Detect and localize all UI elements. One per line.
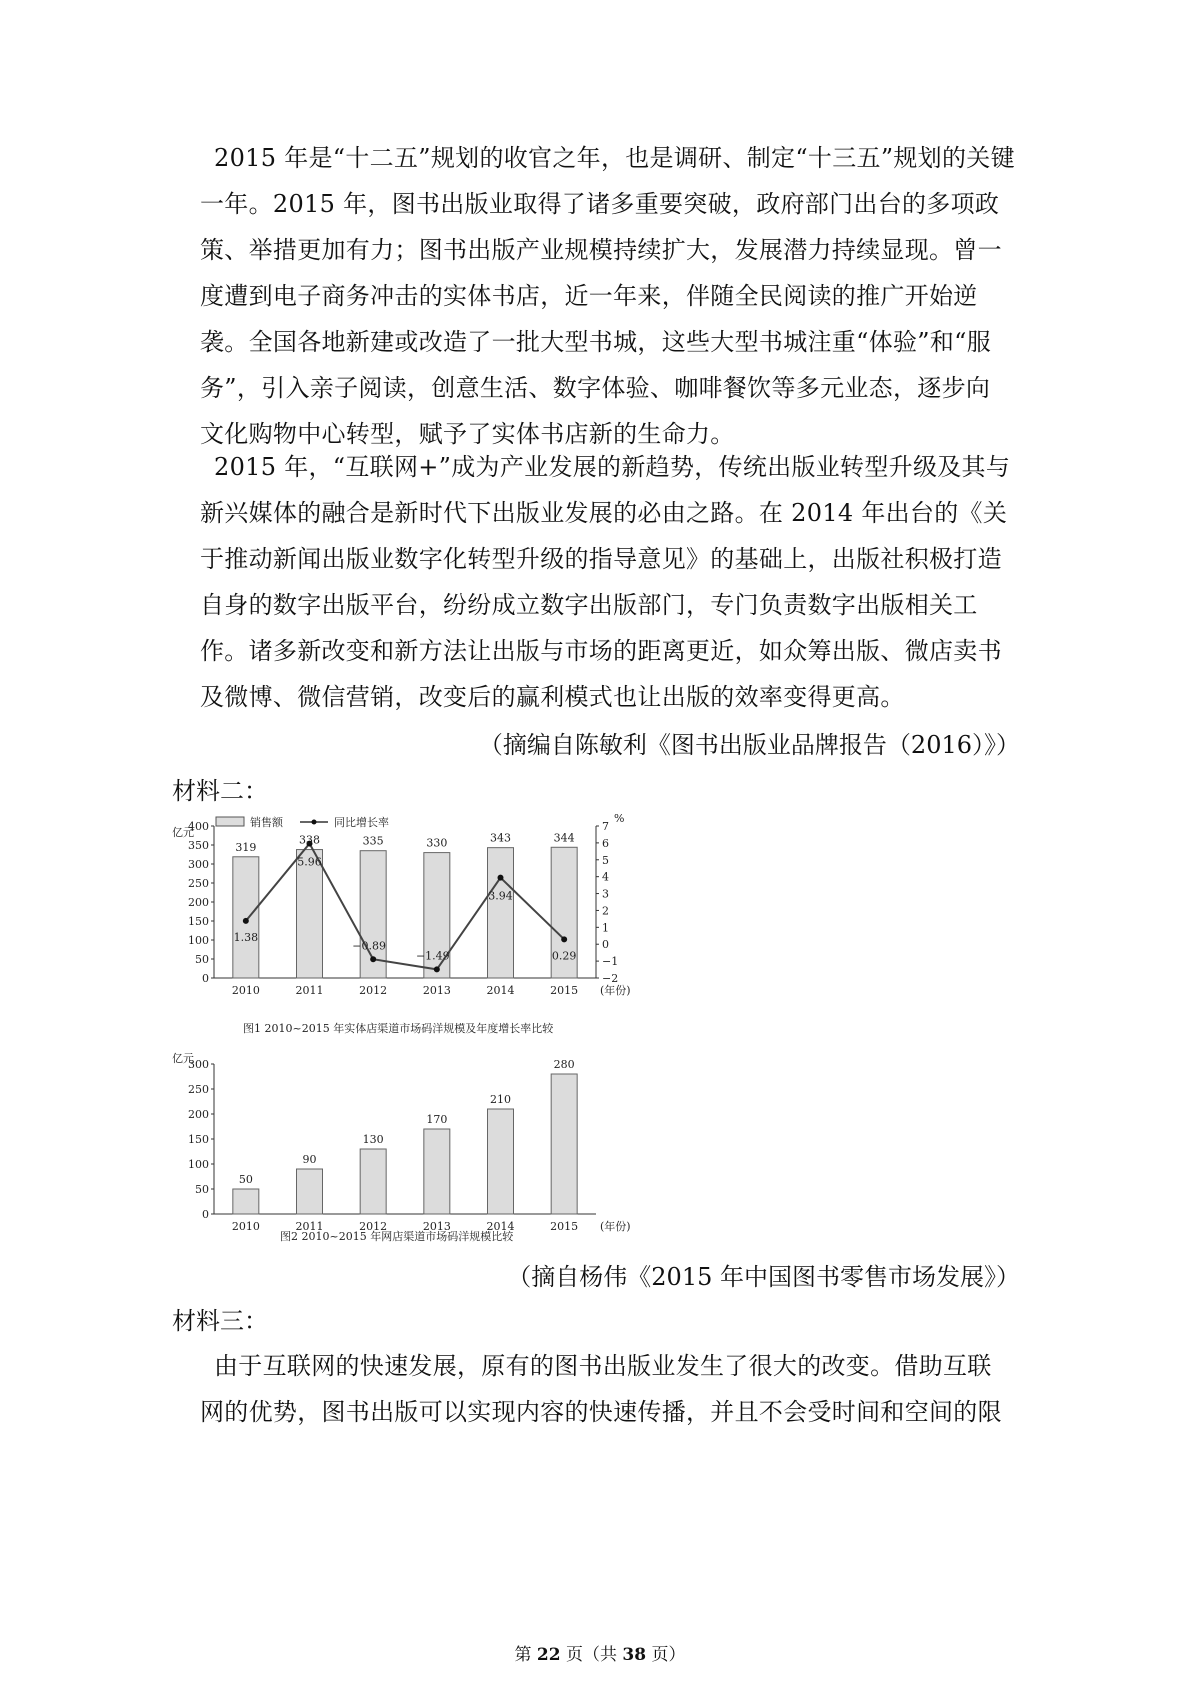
page-footer — [0, 1644, 1200, 1666]
bar-value-label: 170 — [426, 1113, 448, 1126]
x-tick-label: 2012 — [359, 1220, 388, 1233]
growth-value-label: −0.89 — [352, 939, 387, 953]
growth-point — [243, 918, 249, 924]
paragraph-line: 网的优势，图书出版可以实现内容的快速传播，并且不会受时间和空间的限 — [200, 1398, 1002, 1426]
growth-value-label: 0.29 — [551, 949, 577, 963]
y-tick-label: 100 — [188, 1158, 209, 1171]
y2-tick-label: 7 — [602, 820, 609, 833]
current-page-number: 22 — [536, 1645, 561, 1665]
x-tick-label: 2010 — [231, 1220, 260, 1233]
growth-point — [561, 936, 567, 942]
bar — [297, 1169, 323, 1214]
material3-label: 材料三： — [172, 1307, 268, 1335]
y-tick-label: 0 — [202, 972, 209, 985]
bar-value-label: 90 — [302, 1153, 317, 1166]
growth-line — [246, 844, 564, 970]
footer-prefix: 第 — [514, 1645, 537, 1665]
chart2-bars — [233, 1074, 577, 1214]
y2-tick-label: 0 — [602, 938, 609, 952]
bar — [551, 1074, 577, 1214]
y2-tick-label: 4 — [602, 870, 609, 884]
y-tick-label: 250 — [188, 877, 209, 890]
y2-tick-label: 1 — [602, 921, 609, 935]
x-tick-label: 2010 — [231, 984, 260, 997]
chart2-data-labels — [239, 1058, 575, 1186]
bar-value-label: 130 — [362, 1133, 384, 1146]
bar — [488, 848, 514, 978]
chart-online-store-sales — [168, 1052, 644, 1248]
x-axis-label: (年份) — [600, 984, 631, 997]
y-tick-label: 350 — [188, 839, 209, 852]
y-tick-label: 200 — [188, 896, 209, 909]
y-axis-unit-label: 亿元 — [172, 1052, 194, 1065]
x-axis-label: (年份) — [600, 1220, 631, 1233]
paragraph-line: 务”，引入亲子阅读，创意生活、数字体验、咖啡餐饮等多元业态，逐步向 — [200, 374, 991, 402]
y2-tick-label: 3 — [602, 887, 609, 901]
bar-value-label: 319 — [235, 840, 257, 854]
paragraph-line: 作。诸多新改变和新方法让出版与市场的距离更近，如众筹出版、微店卖书 — [200, 637, 1002, 665]
growth-value-label: −1.49 — [415, 949, 450, 963]
growth-point — [498, 875, 504, 881]
paragraph-line: 2015 年，“互联网+”成为产业发展的新趋势，传统出版业转型升级及其与 — [214, 453, 1011, 481]
source-citation-2: （摘自杨伟《2015 年中国图书零售市场发展》） — [507, 1263, 1020, 1291]
bar-value-label: 330 — [426, 836, 448, 850]
y2-tick-label: 6 — [602, 836, 609, 850]
chart-physical-store-sales — [168, 812, 644, 1042]
y-tick-label: 150 — [188, 915, 209, 928]
bar — [488, 1109, 514, 1214]
growth-value-label: 3.94 — [488, 889, 513, 903]
paragraph-line: 策、举措更加有力；图书出版产业规模持续扩大，发展潜力持续显现。曾一 — [200, 236, 1002, 264]
source-citation-1: （摘编自陈敏利《图书出版业品牌报告（2016）》） — [478, 731, 1020, 759]
y-tick-label: 100 — [188, 934, 209, 947]
footer-suffix: 页） — [646, 1645, 686, 1665]
paragraph-line: 于推动新闻出版业数字化转型升级的指导意见》的基础上，出版社积极打造 — [200, 545, 1002, 573]
bar-value-label: 338 — [299, 833, 320, 847]
legend-line-marker — [312, 820, 317, 825]
material2-label: 材料二： — [172, 777, 268, 805]
y-tick-label: 250 — [188, 1083, 209, 1096]
y-tick-label: 300 — [188, 1058, 209, 1071]
growth-value-label: 1.38 — [233, 930, 259, 944]
paragraph-line: 袭。全国各地新建或改造了一批大型书城，这些大型书城注重“体验”和“服 — [200, 328, 992, 356]
paragraph-line: 度遭到电子商务冲击的实体书店，近一年来，伴随全民阅读的推广开始逆 — [200, 282, 978, 310]
bar — [233, 1189, 259, 1214]
x-tick-label: 2011 — [295, 984, 324, 997]
x-tick-label: 2013 — [422, 1220, 451, 1233]
y-tick-label: 50 — [195, 953, 209, 966]
legend-label: 销售额 — [250, 816, 283, 829]
y2-tick-label: −1 — [602, 955, 619, 969]
total-page-number: 38 — [622, 1645, 647, 1665]
bar — [360, 1149, 386, 1214]
paragraph-line: 由于互联网的快速发展，原有的图书出版业发生了很大的改变。借助互联 — [214, 1352, 992, 1380]
footer-middle: 页（共 — [560, 1645, 623, 1665]
y-tick-label: 300 — [188, 858, 209, 871]
y-tick-label: 50 — [195, 1183, 209, 1196]
legend-label: 同比增长率 — [334, 816, 389, 829]
bar — [297, 850, 323, 978]
chart1-data-labels — [234, 831, 577, 962]
y2-axis-unit-label: % — [614, 812, 625, 825]
y-tick-label: 400 — [188, 820, 209, 833]
x-tick-label: 2015 — [550, 984, 579, 997]
paragraph-line: 自身的数字出版平台，纷纷成立数字出版部门，专门负责数字出版相关工 — [200, 591, 978, 619]
chart2-title: 图2 2010~2015 年网店渠道市场码洋规模比较 — [280, 1230, 514, 1243]
y2-tick-label: −2 — [602, 972, 619, 985]
paragraph-line: 新兴媒体的融合是新时代下出版业发展的必由之路。在 2014 年出台的《关 — [200, 499, 1008, 527]
chart1-legend — [216, 815, 389, 829]
y2-tick-label: 5 — [602, 853, 609, 867]
y-axis-unit-label: 亿元 — [172, 826, 194, 839]
x-tick-label: 2015 — [550, 1220, 579, 1233]
x-tick-label: 2014 — [486, 1220, 515, 1233]
bar-value-label: 335 — [362, 834, 384, 848]
bar-value-label: 210 — [490, 1093, 511, 1106]
x-tick-label: 2014 — [486, 984, 515, 997]
bar-value-label: 343 — [490, 831, 511, 845]
bar — [233, 857, 259, 978]
bar-value-label: 50 — [238, 1173, 253, 1186]
legend-bar-swatch — [216, 817, 244, 826]
growth-value-label: 5.96 — [297, 855, 322, 869]
chart1-bars — [233, 847, 577, 978]
paragraph-line: 2015 年是“十二五”规划的收官之年，也是调研、制定“十三五”规划的关键 — [214, 144, 1015, 172]
y-tick-label: 150 — [188, 1133, 209, 1146]
chart1-title: 图1 2010~2015 年实体店渠道市场码洋规模及年度增长率比较 — [243, 1022, 554, 1035]
bar-value-label: 344 — [553, 831, 575, 845]
paragraph-line: 文化购物中心转型，赋予了实体书店新的生命力。 — [200, 420, 735, 448]
bar — [424, 1129, 450, 1214]
y-tick-label: 200 — [188, 1108, 209, 1121]
paragraph-line: 一年。2015 年，图书出版业取得了诸多重要突破，政府部门出台的多项政 — [200, 190, 1000, 218]
chart1-growth-line — [243, 841, 567, 973]
x-tick-label: 2013 — [422, 984, 451, 997]
growth-point — [434, 966, 440, 972]
bar-value-label: 280 — [553, 1058, 575, 1071]
x-tick-label: 2011 — [295, 1220, 324, 1233]
paragraph-line: 及微博、微信营销，改变后的赢利模式也让出版的效率变得更高。 — [200, 683, 905, 711]
y2-tick-label: 2 — [602, 904, 609, 918]
x-tick-label: 2012 — [359, 984, 388, 997]
growth-point — [370, 956, 376, 962]
y-tick-label: 0 — [202, 1208, 209, 1221]
